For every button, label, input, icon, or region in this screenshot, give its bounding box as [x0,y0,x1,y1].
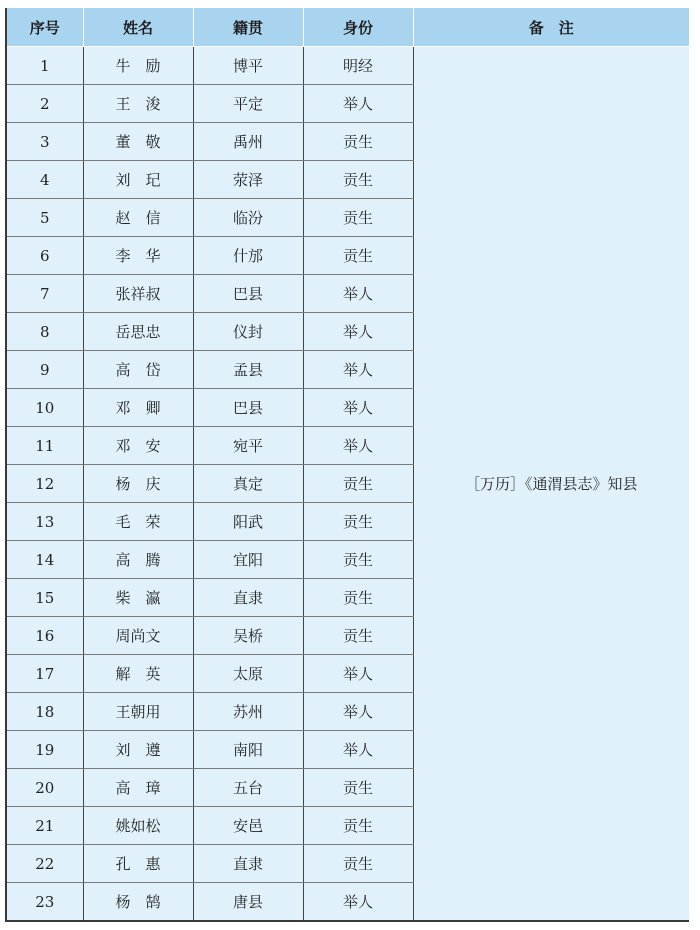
cell-place: 巴县 [193,389,303,427]
cell-name: 邓 卿 [83,389,193,427]
cell-status: 举人 [303,655,413,693]
cell-no: 17 [6,655,83,693]
cell-note: ［万历］《通渭县志》知县 [413,47,689,922]
cell-name: 解 英 [83,655,193,693]
table-row [6,47,689,85]
cell-name: 王朝用 [83,693,193,731]
cell-name: 孔 惠 [83,845,193,883]
cell-name: 赵 信 [83,199,193,237]
cell-status: 举人 [303,351,413,389]
cell-name: 柴 瀛 [83,579,193,617]
cell-status: 贡生 [303,123,413,161]
cell-no: 15 [6,579,83,617]
cell-name: 毛 荣 [83,503,193,541]
cell-place: 巴县 [193,275,303,313]
header-note: 备 注 [413,8,689,47]
cell-place: 直隶 [193,579,303,617]
cell-name: 杨 鹄 [83,883,193,922]
cell-place: 五台 [193,769,303,807]
cell-no: 6 [6,237,83,275]
cell-status: 举人 [303,731,413,769]
cell-place: 南阳 [193,731,303,769]
cell-name: 周尚文 [83,617,193,655]
cell-place: 苏州 [193,693,303,731]
cell-name: 杨 庆 [83,465,193,503]
cell-status: 贡生 [303,807,413,845]
cell-place: 博平 [193,47,303,85]
cell-no: 2 [6,85,83,123]
cell-place: 临汾 [193,199,303,237]
cell-no: 22 [6,845,83,883]
cell-name: 刘 遵 [83,731,193,769]
cell-status: 贡生 [303,579,413,617]
cell-status: 举人 [303,275,413,313]
cell-name: 张祥叔 [83,275,193,313]
cell-place: 安邑 [193,807,303,845]
cell-status: 贡生 [303,465,413,503]
cell-no: 9 [6,351,83,389]
cell-place: 仪封 [193,313,303,351]
header-status: 身份 [303,8,413,47]
table-header-row [6,8,689,47]
cell-status: 贡生 [303,503,413,541]
table-body [6,47,689,922]
cell-no: 1 [6,47,83,85]
cell-place: 唐县 [193,883,303,922]
cell-name: 姚如松 [83,807,193,845]
cell-no: 12 [6,465,83,503]
cell-no: 3 [6,123,83,161]
cell-status: 举人 [303,389,413,427]
cell-name: 王 浚 [83,85,193,123]
cell-no: 16 [6,617,83,655]
cell-place: 阳武 [193,503,303,541]
cell-status: 举人 [303,883,413,922]
cell-place: 宛平 [193,427,303,465]
cell-name: 高 璋 [83,769,193,807]
cell-place: 太原 [193,655,303,693]
cell-no: 19 [6,731,83,769]
cell-status: 贡生 [303,541,413,579]
cell-name: 高 腾 [83,541,193,579]
cell-name: 高 岱 [83,351,193,389]
cell-name: 李 华 [83,237,193,275]
cell-status: 贡生 [303,161,413,199]
cell-status: 贡生 [303,845,413,883]
cell-no: 13 [6,503,83,541]
cell-status: 贡生 [303,237,413,275]
cell-name: 牛 励 [83,47,193,85]
cell-no: 10 [6,389,83,427]
cell-status: 明经 [303,47,413,85]
header-name: 姓名 [83,8,193,47]
cell-status: 举人 [303,85,413,123]
cell-no: 18 [6,693,83,731]
header-place: 籍贯 [193,8,303,47]
cell-no: 20 [6,769,83,807]
cell-place: 孟县 [193,351,303,389]
cell-no: 21 [6,807,83,845]
cell-place: 禹州 [193,123,303,161]
cell-name: 邓 安 [83,427,193,465]
cell-status: 贡生 [303,617,413,655]
header-no: 序号 [6,8,83,47]
cell-status: 贡生 [303,769,413,807]
cell-name: 岳思忠 [83,313,193,351]
cell-no: 14 [6,541,83,579]
cell-no: 11 [6,427,83,465]
cell-no: 5 [6,199,83,237]
cell-place: 直隶 [193,845,303,883]
cell-place: 什邡 [193,237,303,275]
cell-no: 7 [6,275,83,313]
cell-status: 举人 [303,427,413,465]
cell-place: 平定 [193,85,303,123]
cell-no: 4 [6,161,83,199]
cell-place: 荥泽 [193,161,303,199]
officials-table [5,8,689,922]
cell-place: 宜阳 [193,541,303,579]
officials-table-container [5,8,688,922]
cell-status: 举人 [303,313,413,351]
cell-name: 刘 玘 [83,161,193,199]
cell-status: 贡生 [303,199,413,237]
cell-no: 8 [6,313,83,351]
cell-place: 吴桥 [193,617,303,655]
cell-place: 真定 [193,465,303,503]
cell-status: 举人 [303,693,413,731]
cell-name: 董 敬 [83,123,193,161]
cell-no: 23 [6,883,83,922]
